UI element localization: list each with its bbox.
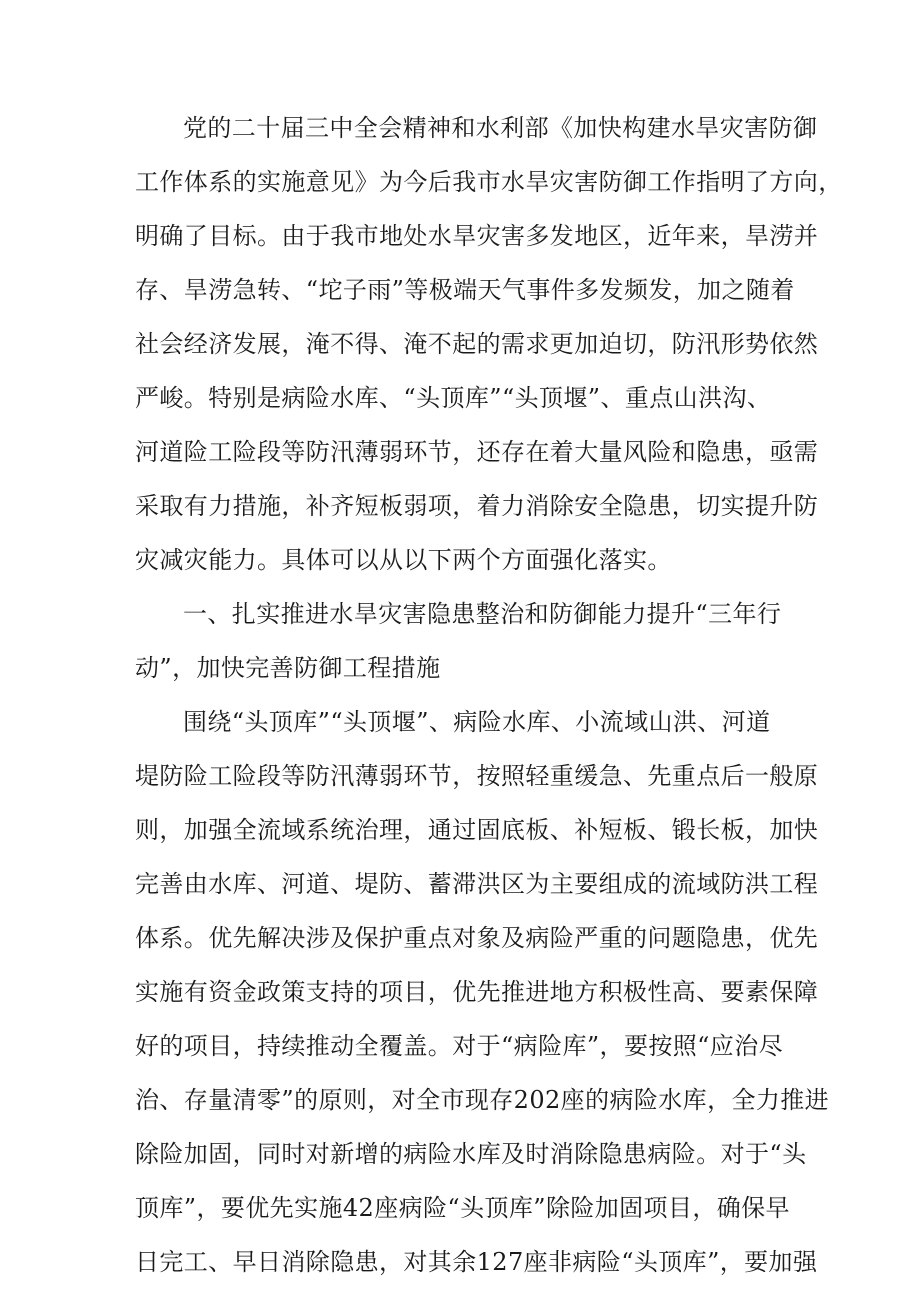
text-line: 明确了目标。由于我市地处水旱灾害多发地区，近年来，旱涝并	[135, 222, 819, 250]
heading-line: 动”，加快完善防御工程措施	[135, 654, 441, 682]
section-heading-1	[135, 587, 795, 695]
text-line: 灾减灾能力。具体可以从以下两个方面强化落实。	[135, 546, 672, 574]
text-line: 好的项目，持续推动全覆盖。对于“病险库”，要按照“应治尽	[135, 1032, 784, 1060]
text-line: 河道险工险段等防汛薄弱环节，还存在着大量风险和隐患，亟需	[135, 438, 819, 466]
text-line: 工作体系的实施意见》为今后我市水旱灾害防御工作指明了方向，	[135, 168, 843, 196]
text-line: 社会经济发展，淹不得、淹不起的需求更加迫切，防汛形势依然	[135, 330, 819, 358]
text-line: 党的二十届三中全会精神和水利部《加快构建水旱灾害防御	[183, 114, 818, 142]
paragraph-body-1	[135, 695, 830, 1289]
paragraph-intro	[135, 101, 843, 587]
text-line: 堤防险工险段等防汛薄弱环节，按照轻重缓急、先重点后一般原	[135, 762, 819, 790]
text-line: 采取有力措施，补齐短板弱项，着力消除安全隐患，切实提升防	[135, 492, 819, 520]
document-body	[135, 101, 843, 1289]
text-line: 日完工、早日消除隐患，对其余127座非病险“头顶库”，要加强	[135, 1248, 818, 1276]
text-line: 顶库”，要优先实施42座病险“头顶库”除险加固项目，确保早	[135, 1194, 790, 1222]
text-line: 围绕“头顶库”“头顶堰”、病险水库、小流域山洪、河道	[183, 708, 771, 736]
text-line: 实施有资金政策支持的项目，优先推进地方积极性高、要素保障	[135, 978, 819, 1006]
heading-line: 一、扎实推进水旱灾害隐患整治和防御能力提升“三年行	[183, 600, 782, 628]
text-line: 则，加强全流域系统治理，通过固底板、补短板、锻长板，加快	[135, 816, 819, 844]
text-line: 完善由水库、河道、堤防、蓄滞洪区为主要组成的流域防洪工程	[135, 870, 819, 898]
text-line: 治、存量清零”的原则，对全市现存202座的病险水库，全力推进	[135, 1086, 830, 1114]
text-line: 体系。优先解决涉及保护重点对象及病险严重的问题隐患，优先	[135, 924, 819, 952]
text-line: 除险加固，同时对新增的病险水库及时消除隐患病险。对于“头	[135, 1140, 807, 1168]
text-line: 严峻。特别是病险水库、“头顶库”“头顶堰”、重点山洪沟、	[135, 384, 772, 412]
text-line: 存、旱涝急转、“坨子雨”等极端天气事件多发频发，加之随着	[135, 276, 795, 304]
